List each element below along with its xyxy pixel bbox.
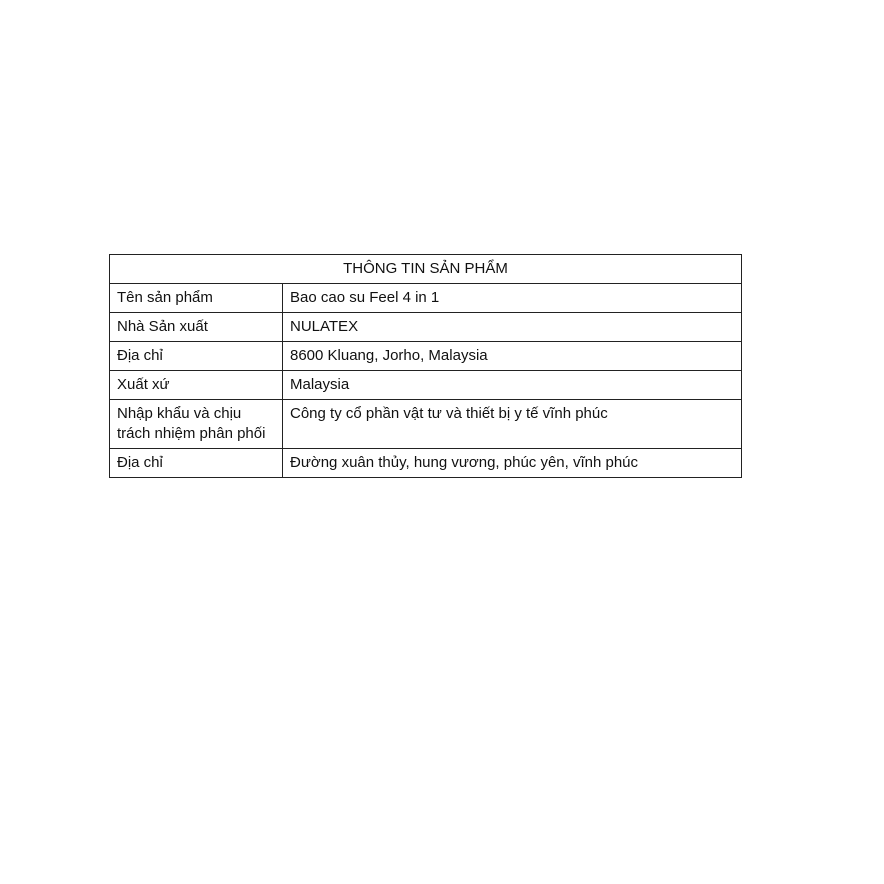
row-label: Nhà Sản xuất [110, 313, 283, 342]
product-info-table [109, 254, 742, 478]
row-label: Tên sản phẩm [110, 284, 283, 313]
table-row-importer-address [110, 449, 742, 478]
row-label: Địa chỉ [110, 342, 283, 371]
table-title: THÔNG TIN SẢN PHẨM [110, 255, 742, 284]
table-row-product-name [110, 284, 742, 313]
row-label: Địa chỉ [110, 449, 283, 478]
row-value: Malaysia [283, 371, 742, 400]
row-label: Xuất xứ [110, 371, 283, 400]
row-value: Công ty cổ phần vật tư và thiết bị y tế vĩnh phúc [283, 400, 742, 449]
table-row-origin [110, 371, 742, 400]
table-row-manufacturer [110, 313, 742, 342]
row-label: Nhập khẩu và chịu trách nhiệm phân phối [110, 400, 283, 449]
row-value: NULATEX [283, 313, 742, 342]
row-value: Bao cao su Feel 4 in 1 [283, 284, 742, 313]
table-header-row [110, 255, 742, 284]
table-row-manufacturer-address [110, 342, 742, 371]
row-value: Đường xuân thủy, hung vương, phúc yên, vĩnh phúc [283, 449, 742, 478]
table-row-importer [110, 400, 742, 449]
row-value: 8600 Kluang, Jorho, Malaysia [283, 342, 742, 371]
